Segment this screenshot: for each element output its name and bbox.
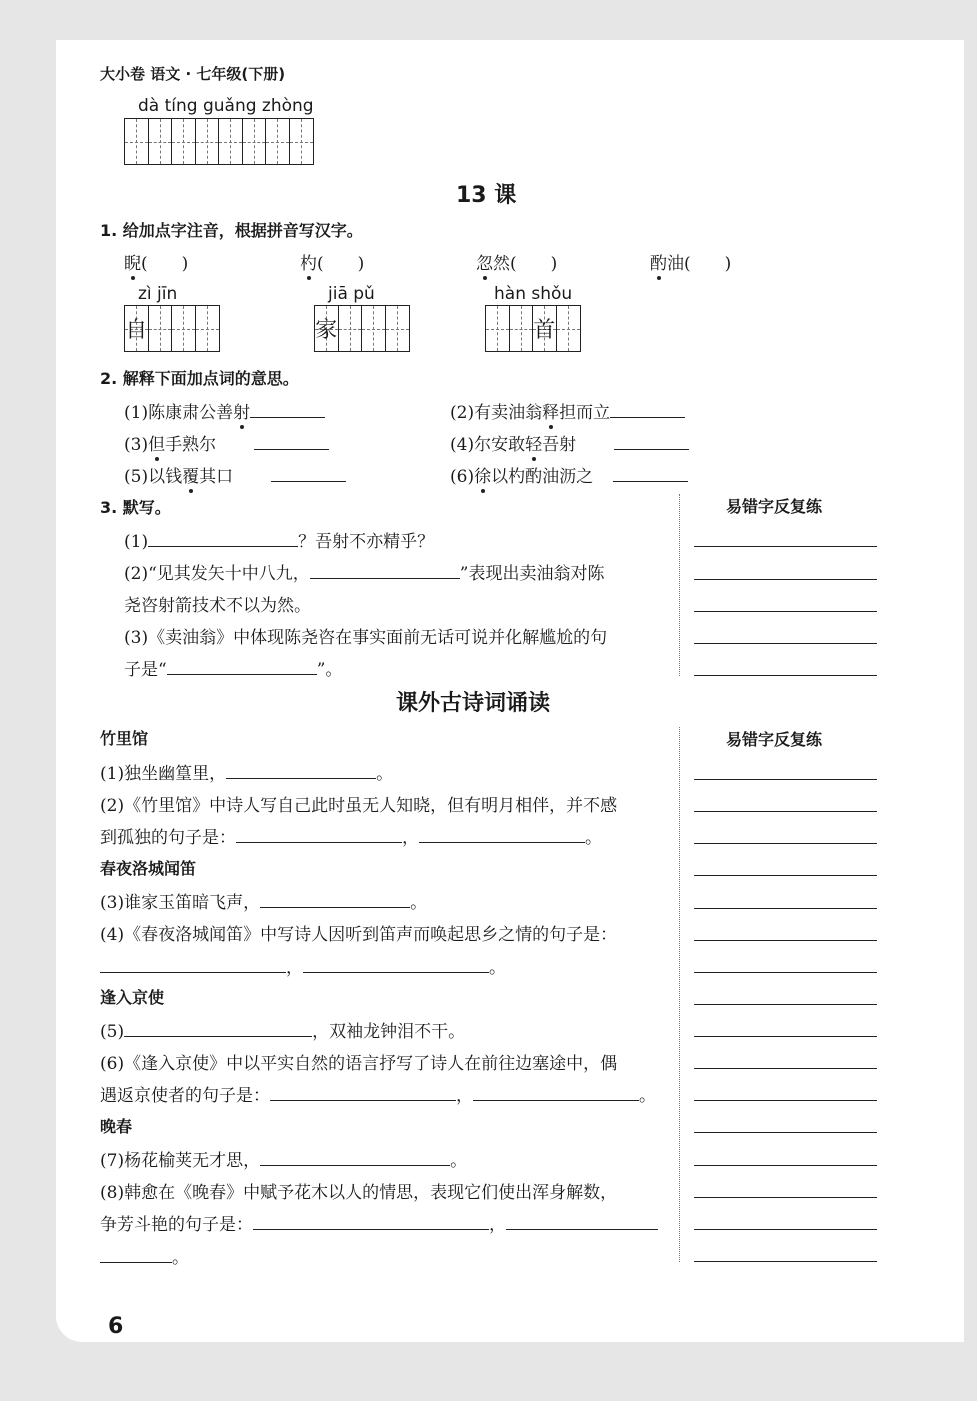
q3-line-3: 尧咨射箭技术不以为然。 (124, 596, 311, 616)
q2-item-3[interactable]: (3)但手熟尔 (124, 430, 329, 455)
p4-line-1[interactable]: (7)杨花榆荚无才思， 。 (100, 1151, 468, 1171)
p2-line-3[interactable]: ， 。 (100, 953, 506, 978)
q1-title: 1. 给加点字注音，根据拼音写汉字。 (100, 221, 363, 240)
practice-line[interactable] (694, 1165, 877, 1166)
p1-line-3[interactable]: 到孤独的句子是： ， 。 (100, 828, 602, 848)
poem-title-4: 晚春 (100, 1117, 133, 1136)
q3-line-4: (3)《卖油翁》中体现陈尧咨在事实面前无话可说并化解尴尬的句 (124, 628, 608, 648)
practice-line[interactable] (694, 546, 877, 547)
poem-title-3: 逢入京使 (100, 988, 165, 1007)
practice-line[interactable] (694, 1100, 877, 1101)
q2-title: 2. 解释下面加点词的意思。 (100, 369, 299, 388)
practice-line[interactable] (694, 611, 877, 612)
practice-line[interactable] (694, 1036, 877, 1037)
p1-line-2: (2)《竹里馆》中诗人写自己此时虽无人知晓，但有明月相伴，并不感 (100, 796, 618, 816)
practice-line[interactable] (694, 1068, 877, 1069)
q3-line-1[interactable]: (1) ？吾射不亦精乎？ (124, 532, 435, 552)
q1-item-2[interactable]: 杓( ) (300, 254, 365, 274)
q1-item-3[interactable]: 忽然( ) (476, 254, 558, 274)
grid3-pinyin: hàn shǒu (494, 284, 573, 304)
char-grid-3[interactable]: 首 (485, 305, 581, 352)
q2-item-6[interactable]: (6)徐以杓酌油沥之 (450, 462, 688, 487)
page-number: 6 (108, 1314, 124, 1339)
practice-line[interactable] (694, 908, 877, 909)
q1-item-4[interactable]: 酌油( ) (650, 254, 732, 274)
top-char-grid[interactable] (124, 118, 314, 165)
practice-line[interactable] (694, 1261, 877, 1262)
p4-line-2: (8)韩愈在《晚春》中赋予花木以人的情思，表现它们使出浑身解数， (100, 1183, 618, 1203)
lesson-title: 13 课 (456, 183, 517, 208)
p3-line-3[interactable]: 遇返京使者的句子是： ， 。 (100, 1086, 656, 1106)
practice-line[interactable] (694, 643, 877, 644)
q3-line-2[interactable]: (2)“见其发矢十中八九， ”表现出卖油翁对陈 (124, 564, 605, 584)
practice-line[interactable] (694, 579, 877, 580)
top-pinyin: dà tíng guǎng zhòng (138, 96, 314, 116)
grid1-pinyin: zì jīn (138, 284, 178, 304)
p3-line-2: (6)《逢入京使》中以平实自然的语言抒写了诗人在前往边塞途中，偶 (100, 1054, 618, 1074)
book-header: 大小卷 语文 · 七年级(下册) (100, 65, 286, 83)
practice-line[interactable] (694, 972, 877, 973)
q2-item-5[interactable]: (5)以钱覆其口 (124, 462, 346, 487)
practice-line[interactable] (694, 1197, 877, 1198)
side-divider-1 (679, 494, 680, 676)
p4-line-3[interactable]: 争芳斗艳的句子是： ， (100, 1210, 658, 1235)
p2-line-1[interactable]: (3)谁家玉笛暗飞声， 。 (100, 893, 428, 913)
poem-title-1: 竹里馆 (100, 729, 149, 748)
practice-line[interactable] (694, 1229, 877, 1230)
q2-item-2[interactable]: (2)有卖油翁释担而立 (450, 398, 685, 423)
q1-item-1[interactable]: 睨( ) (124, 254, 189, 274)
p3-line-1[interactable]: (5) ，双袖龙钟泪不干。 (100, 1022, 466, 1042)
side-divider-2 (679, 727, 680, 1262)
char-grid-2[interactable]: 家 (314, 305, 410, 352)
q3-title: 3. 默写。 (100, 498, 171, 517)
section-title: 课外古诗词诵读 (396, 691, 551, 716)
char-grid-1[interactable]: 自 (124, 305, 220, 352)
q2-item-1[interactable]: (1)陈康肃公善射 (124, 398, 325, 423)
p2-line-2: (4)《春夜洛城闻笛》中写诗人因听到笛声而唤起思乡之情的句子是： (100, 925, 618, 945)
practice-line[interactable] (694, 940, 877, 941)
q2-item-4[interactable]: (4)尔安敢轻吾射 (450, 430, 689, 455)
p4-line-4[interactable]: 。 (100, 1243, 189, 1268)
practice-line[interactable] (694, 1004, 877, 1005)
practice-line[interactable] (694, 875, 877, 876)
side-practice-title-1: 易错字反复练 (726, 497, 823, 516)
p1-line-1[interactable]: (1)独坐幽篁里， 。 (100, 764, 394, 784)
side-practice-title-2: 易错字反复练 (726, 730, 823, 749)
practice-line[interactable] (694, 675, 877, 676)
poem-title-2: 春夜洛城闻笛 (100, 859, 197, 878)
practice-line[interactable] (694, 843, 877, 844)
grid2-pinyin: jiā pǔ (328, 284, 375, 304)
q3-line-5[interactable]: 子是“ ”。 (124, 660, 343, 680)
practice-line[interactable] (694, 1132, 877, 1133)
practice-line[interactable] (694, 779, 877, 780)
practice-line[interactable] (694, 811, 877, 812)
